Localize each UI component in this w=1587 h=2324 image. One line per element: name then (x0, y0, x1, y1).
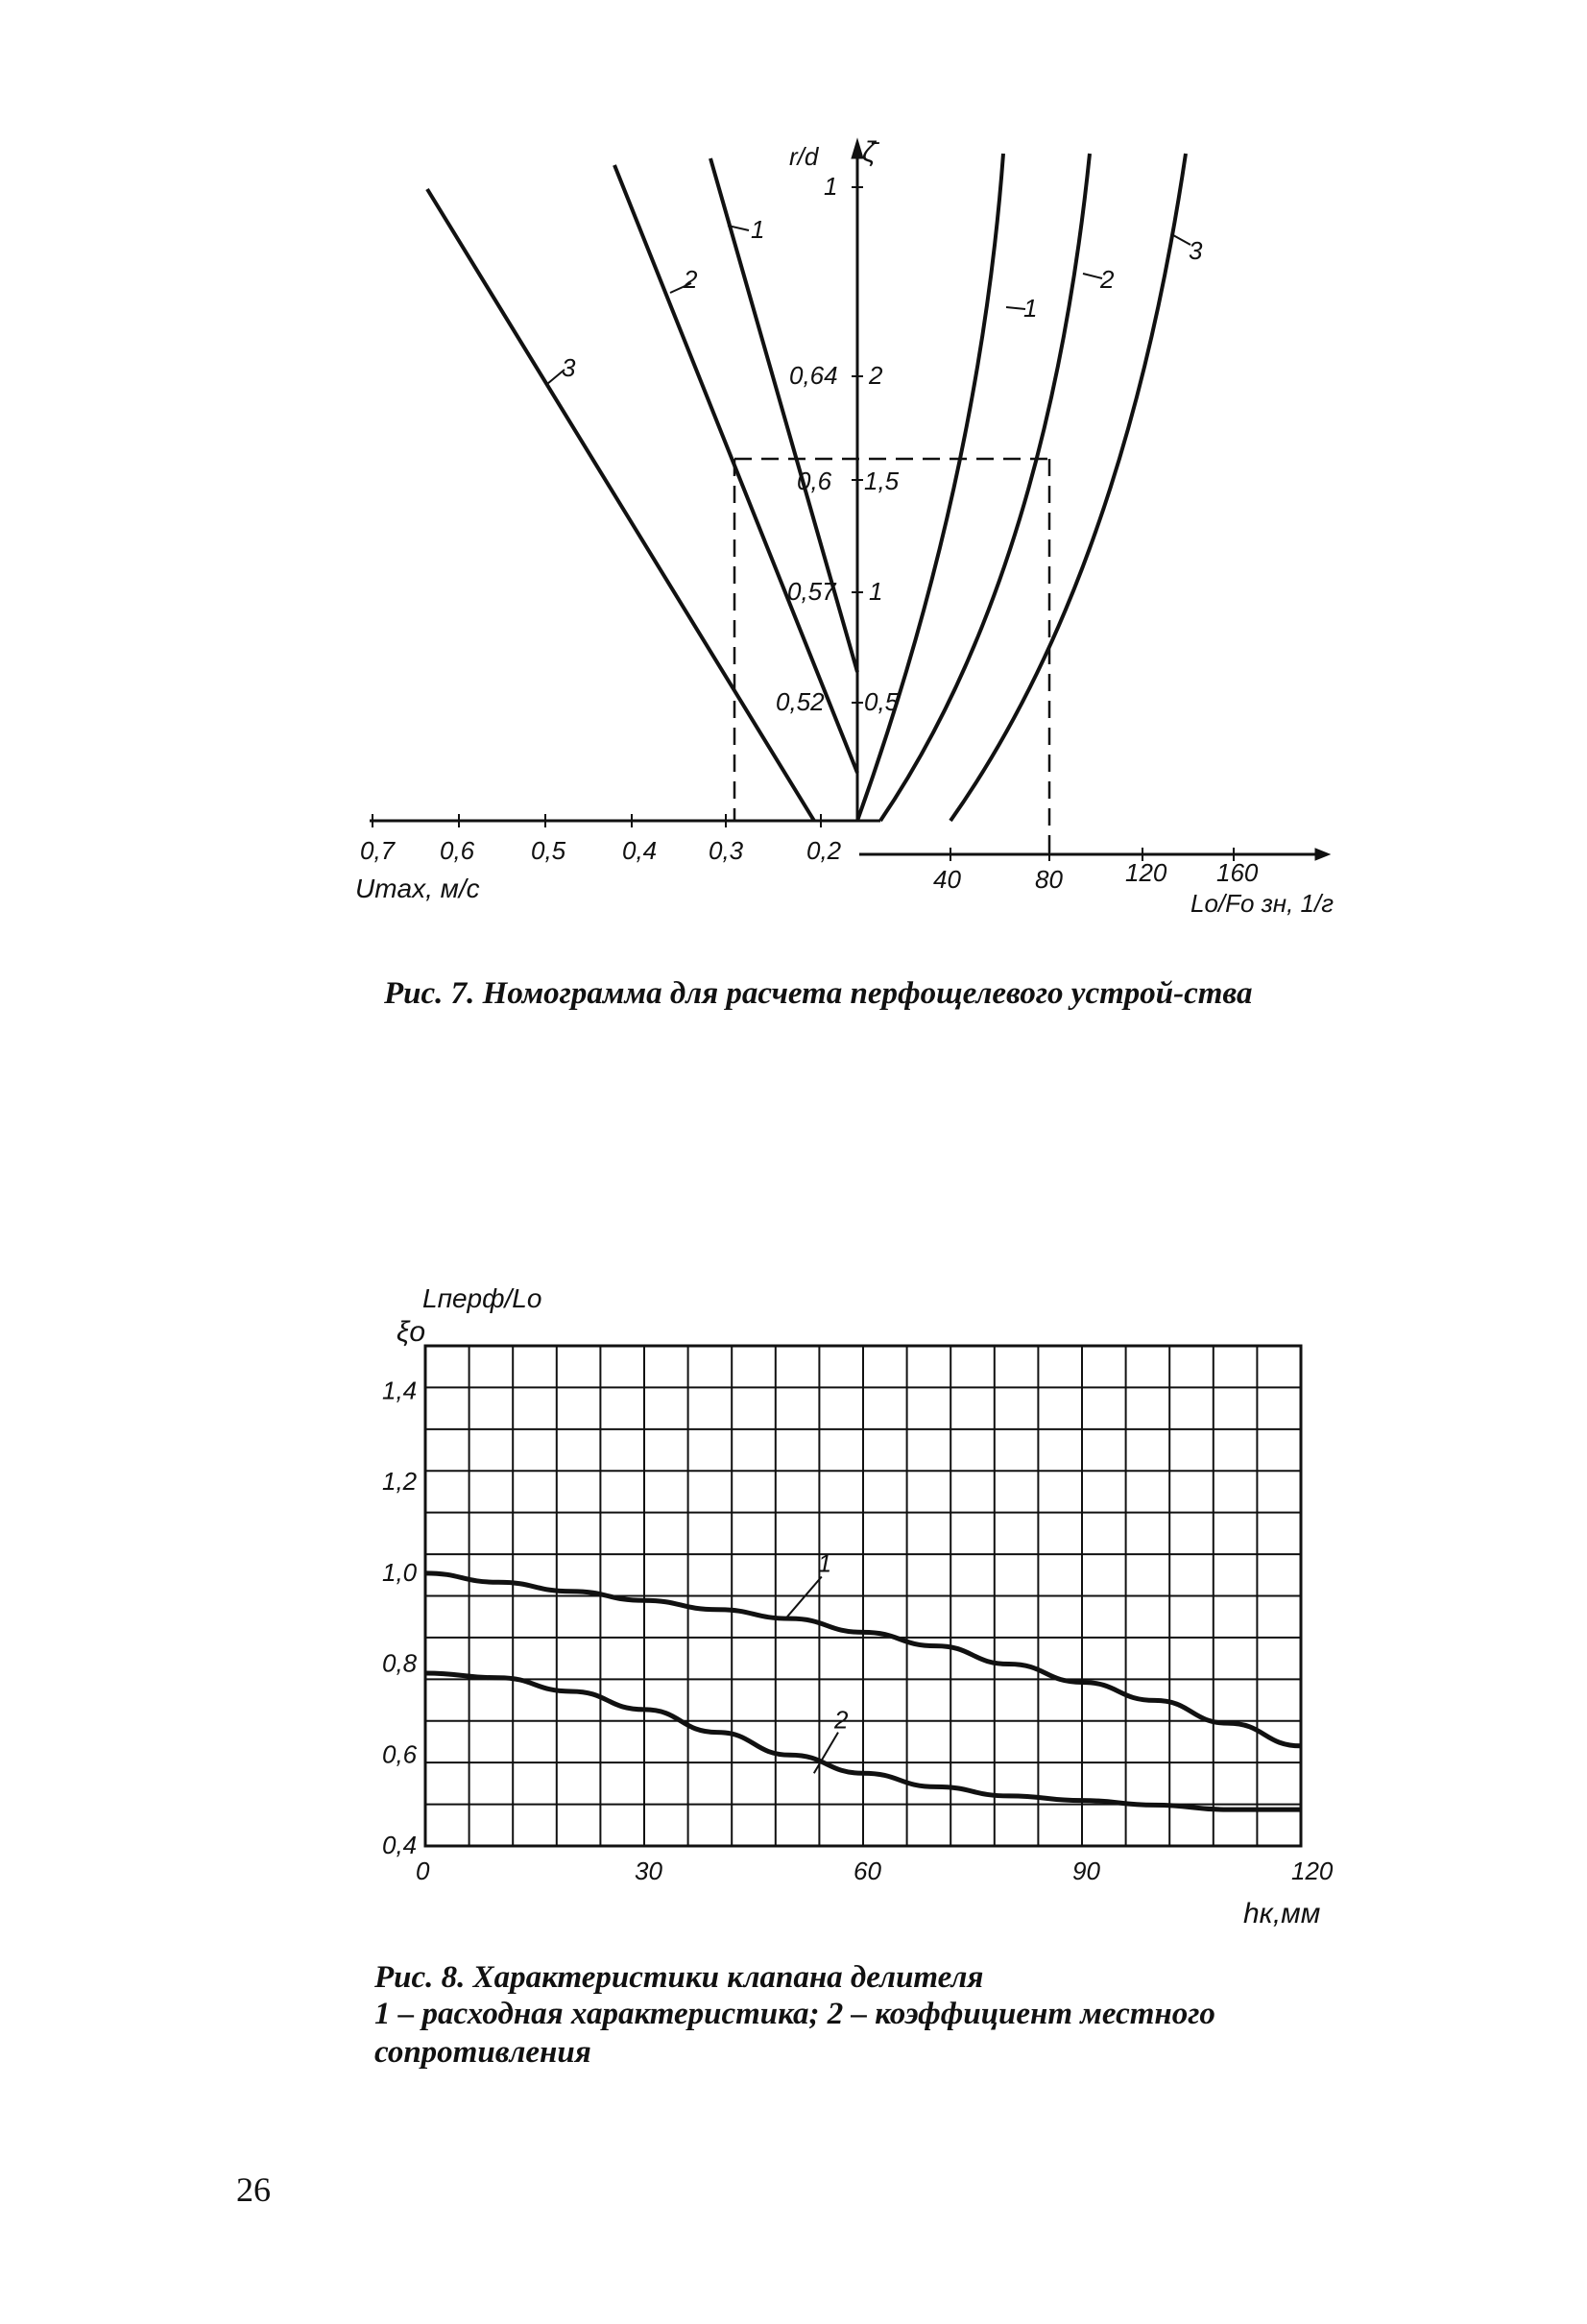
left-curve-1-label: 1 (751, 215, 765, 244)
left-curve-3-label: 3 (562, 353, 576, 382)
lo-tick-2: 120 (1125, 858, 1167, 887)
umax-tick-5: 0,2 (806, 836, 842, 865)
nomogram-labels (355, 136, 1334, 918)
center-right-tick-4: 0,5 (864, 687, 900, 716)
umax-tick-1: 0,6 (440, 836, 475, 865)
lo-axis-arrow (1315, 849, 1330, 860)
y-axis-label-top: Lперф/Lo (422, 1283, 542, 1313)
y-tick-label: 0,6 (382, 1739, 418, 1769)
center-right-tick-2: 1,5 (864, 467, 900, 495)
center-right-tick-0: 1 (824, 172, 838, 201)
lo-axis-label: Lo/Fo зн, 1/г (1190, 889, 1335, 918)
valve-chart-figure-8 (382, 1283, 1334, 1929)
fig7-caption: Рис. 7. Номограмма для расчета перфощелевого устрой-ства (384, 976, 1253, 1011)
series-2-label: 2 (834, 1705, 849, 1735)
valve-chart-labels (382, 1283, 1334, 1929)
fig8-caption-title: Рис. 8. Характеристики клапана делителя (374, 1960, 984, 1995)
center-label-zeta: ζ̄ (862, 136, 876, 168)
right-curve-1-label: 1 (1023, 294, 1038, 323)
center-left-tick-0: 0,64 (789, 361, 838, 390)
y-tick-label: 0,8 (382, 1648, 418, 1678)
left-curve-2-label: 2 (684, 265, 698, 294)
y-tick-label: 1,2 (382, 1467, 418, 1497)
y-tick-label: 0,4 (382, 1831, 418, 1859)
y-tick-label: 1,0 (382, 1557, 418, 1587)
series-1-label: 1 (817, 1548, 832, 1578)
umax-tick-0: 0,7 (360, 836, 396, 865)
page-number: 26 (236, 2170, 271, 2209)
x-tick-label: 60 (854, 1857, 881, 1885)
right-curve-3 (950, 154, 1186, 821)
umax-tick-4: 0,3 (709, 836, 744, 865)
lo-tick-1: 80 (1035, 865, 1063, 894)
fig8-caption-legend: 1 – расходная характеристика; 2 – коэффициент местного сопротивления (374, 1997, 1215, 2070)
center-left-tick-2: 0,57 (787, 577, 836, 606)
center-right-tick-3: 1 (869, 577, 883, 606)
right-curve-2-label: 2 (1100, 265, 1115, 294)
center-right-tick-1: 2 (869, 361, 883, 390)
umax-axis-label: Umax, м/с (355, 874, 480, 903)
example-guide-lines (734, 459, 1049, 854)
umax-tick-3: 0,4 (622, 836, 658, 865)
x-axis-label: hк,мм (1243, 1898, 1321, 1929)
y-tick-label: 1,4 (382, 1376, 418, 1405)
x-tick-label: 90 (1072, 1857, 1100, 1885)
left-curve-3 (427, 189, 814, 821)
center-label-rd: r/d (789, 142, 819, 171)
nomogram-figure-7 (370, 139, 1330, 861)
umax-tick-2: 0,5 (531, 836, 566, 865)
center-left-tick-1: 0,6 (797, 467, 832, 495)
x-tick-label: 120 (1291, 1857, 1334, 1885)
x-tick-label: 30 (635, 1857, 662, 1885)
right-curve-2 (880, 154, 1090, 821)
y-axis-label: ξo (397, 1316, 426, 1348)
lo-tick-0: 40 (933, 865, 961, 894)
lo-tick-3: 160 (1216, 858, 1259, 887)
center-left-tick-3: 0,52 (776, 687, 825, 716)
x-tick-label: 0 (416, 1857, 430, 1885)
right-curve-3-label: 3 (1189, 236, 1203, 265)
